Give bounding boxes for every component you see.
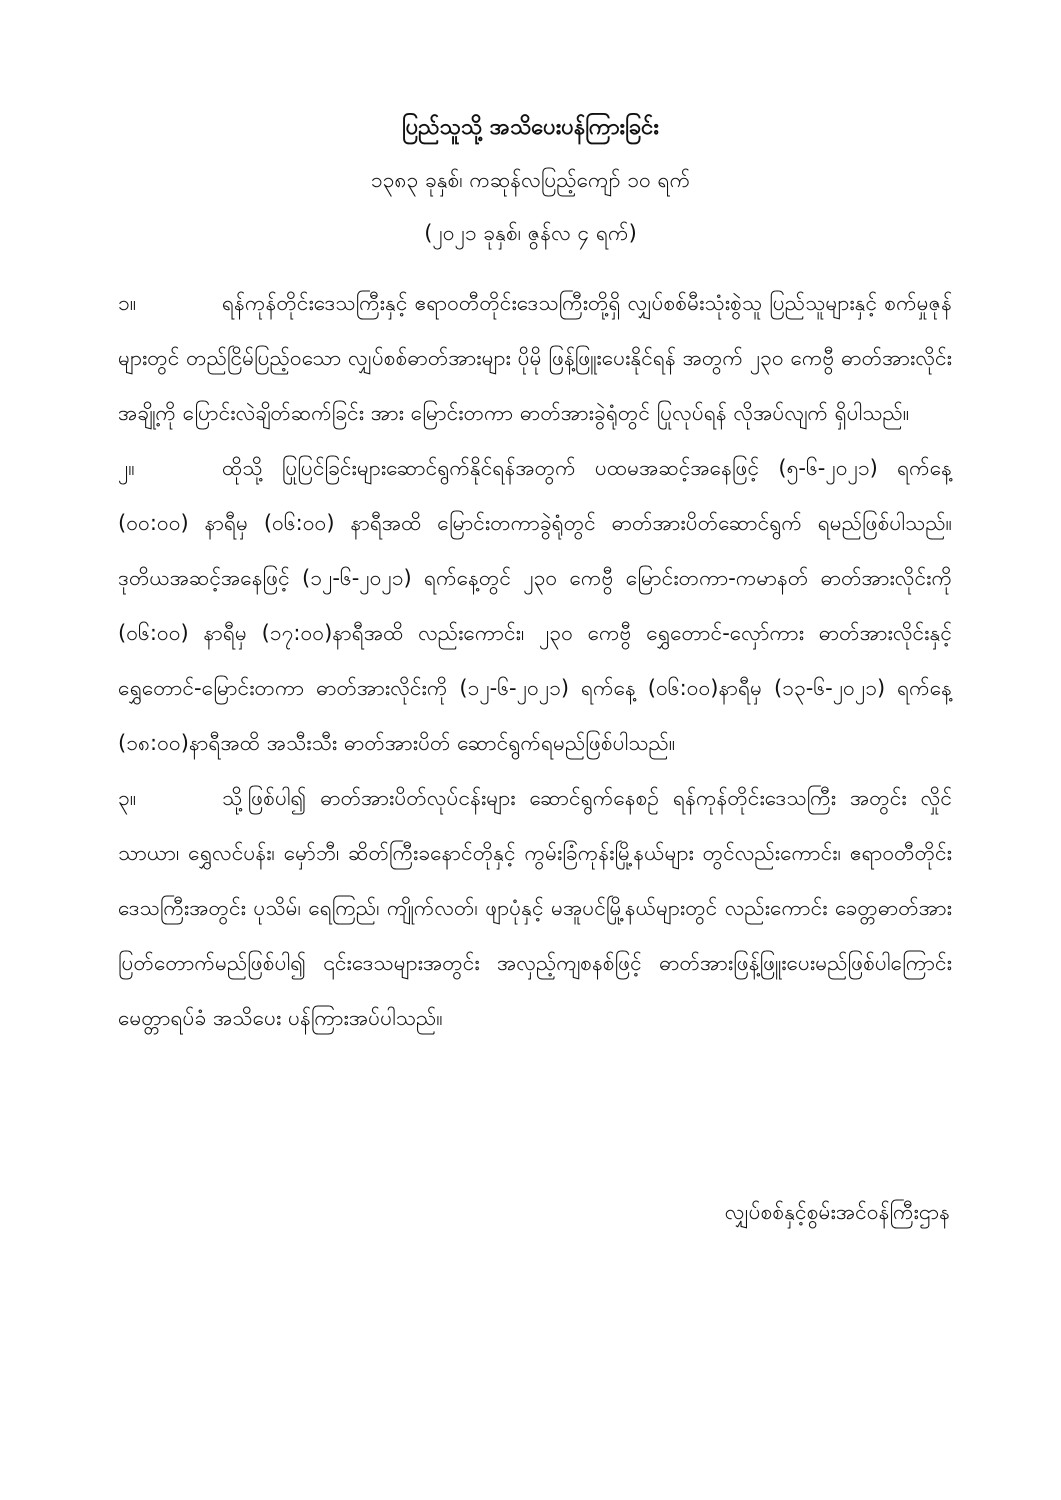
paragraph-text: ရန်ကုန်တိုင်းဒေသကြီးနှင့် ဧရာဝတီတိုင်းဒေသကြီးတို့ရှိ လျှပ်စစ်မီးသုံးစွဲသူ ပြည်သူများနှင့် စက်မှုဇုန်များတွင် တည်ငြိမ်ပြည့်ဝသော လျှပ်စစ်ဓာတ်အားများ ပိုမို ဖြန့်ဖြူးပေးနိုင်ရန် အတွက် ၂၃၀ ကေဗွီ ဓာတ်အားလိုင်းအချို့ကို ပြောင်းလဲချိတ်ဆက်ခြင်း အား မြောင်းတကာ ဓာတ်အားခွဲရုံတွင် ပြုလုပ်ရန် လိုအပ်လျက် ရှိပါသည်။	[118, 291, 952, 425]
paragraph-1	[118, 276, 952, 441]
paragraph-2	[118, 441, 952, 771]
paragraph-text: သို့ဖြစ်ပါ၍ ဓာတ်အားပိတ်လုပ်ငန်းများ ဆောင်ရွက်နေစဉ် ရန်ကုန်တိုင်းဒေသကြီး အတွင်း လှိုင်သာယာ၊ ရွှေလင်ပန်း၊ မှော်ဘီ၊ ဆိတ်ကြီးခနောင်တိုနှင့် ကွမ်းခြံကုန်းမြို့နယ်များ တွင်လည်းကောင်း၊ ဧရာဝတီတိုင်းဒေသကြီးအတွင်း ပုသိမ်၊ ရေကြည်၊ ကျိုက်လတ်၊ ဖျာပုံနှင့် မအူပင်မြို့နယ်များတွင် လည်းကောင်း ခေတ္တဓာတ်အားပြတ်တောက်မည်ဖြစ်ပါ၍ ၎င်းဒေသများအတွင်း အလှည့်ကျစနစ်ဖြင့် ဓာတ်အားဖြန့်ဖြူးပေးမည်ဖြစ်ပါကြောင်း မေတ္တာရပ်ခံ အသိပေး ပန်ကြားအပ်ပါသည်။	[118, 786, 952, 1030]
paragraph-text: ထိုသို့ ပြုပြင်ခြင်းများဆောင်ရွက်နိုင်ရန်အတွက် ပထမအဆင့်အနေဖြင့် (၅-၆-၂၀၂၁) ရက်နေ့ (၀၀:၀၀) နာရီမှ (၀၆:၀၀) နာရီအထိ မြောင်းတကာခွဲရုံတွင် ဓာတ်အားပိတ်ဆောင်ရွက် ရမည်ဖြစ်ပါသည်။ ဒုတိယအဆင့်အနေဖြင့် (၁၂-၆-၂၀၂၁) ရက်နေ့တွင် ၂၃၀ ကေဗွီ မြောင်းတကာ-ကမာနတ် ဓာတ်အားလိုင်းကို (၀၆:၀၀) နာရီမှ (၁၇:၀၀)နာရီအထိ လည်းကောင်း၊ ၂၃၀ ကေဗွီ ရွှေတောင်-လှော်ကား ဓာတ်အားလိုင်းနှင့် ရွှေတောင်-မြောင်းတကာ ဓာတ်အားလိုင်းကို (၁၂-၆-၂၀၂၁) ရက်နေ့ (၀၆:၀၀)နာရီမှ (၁၃-၆-၂၀၂၁) ရက်နေ့ (၁၈:၀၀)နာရီအထိ အသီးသီး ဓာတ်အားပိတ် ဆောင်ရွက်ရမည်ဖြစ်ပါသည်။	[118, 456, 952, 755]
date-myanmar: ၁၃၈၃ ခုနှစ်၊ ကဆုန်လပြည့်ကျော် ၁၀ ရက်	[370, 168, 691, 192]
signature-ministry: လျှပ်စစ်နှင့်စွမ်းအင်ဝန်ကြီးဌာန	[724, 1200, 950, 1224]
paragraph-number: ၃။	[118, 786, 137, 810]
date-gregorian: (၂၀၂၁ ခုနှစ်၊ ဇွန်လ ၄ ရက်)	[424, 221, 637, 245]
paragraph-number: ၁။	[118, 291, 137, 315]
paragraph-number: ၂။	[118, 456, 135, 480]
document-title: ပြည်သူသို့ အသိပေးပန်ကြားခြင်း	[402, 115, 659, 140]
document-body	[118, 276, 952, 1046]
paragraph-3	[118, 771, 952, 1046]
